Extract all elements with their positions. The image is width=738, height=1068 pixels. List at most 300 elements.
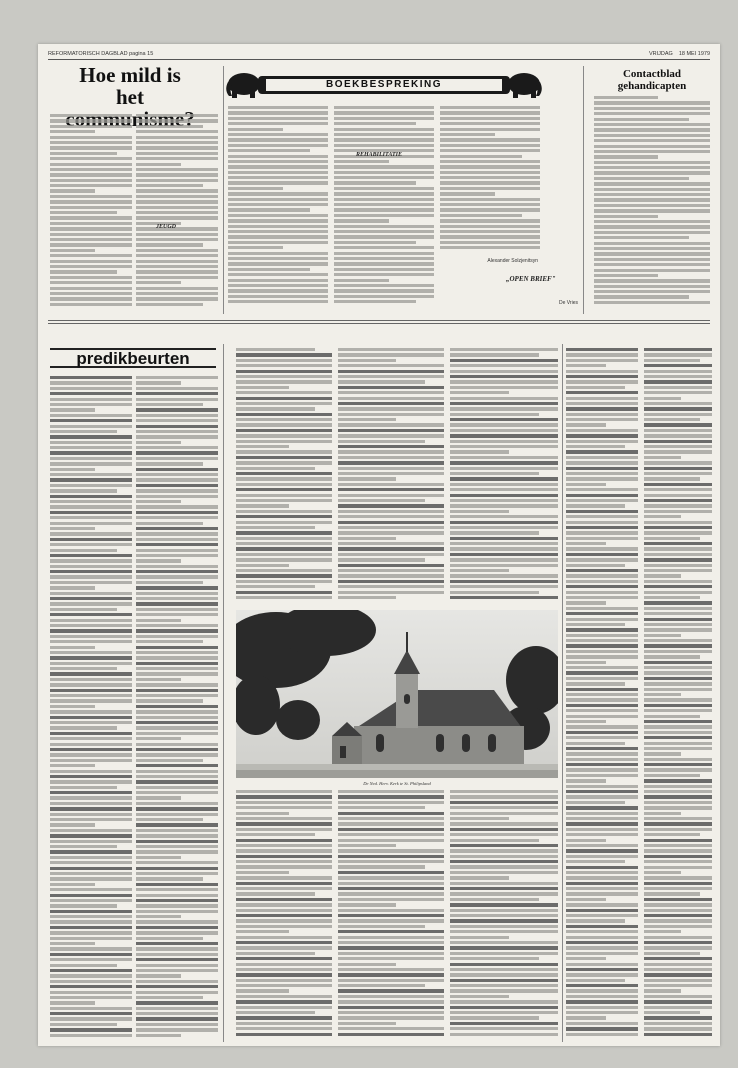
text-line — [228, 241, 328, 244]
text-line — [50, 575, 132, 578]
text-line — [566, 521, 638, 524]
text-line — [236, 860, 332, 863]
text-line — [644, 795, 712, 798]
text-line — [136, 1028, 218, 1031]
text-line — [50, 894, 132, 897]
text-line — [644, 429, 712, 432]
text-line — [136, 726, 218, 729]
text-line — [50, 543, 132, 546]
text-line — [566, 677, 638, 680]
text-line — [236, 521, 332, 524]
text-line — [50, 813, 132, 816]
text-line — [338, 882, 444, 885]
text-line — [338, 849, 444, 852]
text-line — [236, 790, 332, 793]
text-line — [338, 1027, 444, 1030]
review-column-1 — [228, 106, 328, 310]
text-line — [566, 547, 638, 550]
text-line — [594, 166, 710, 169]
text-line — [236, 477, 332, 480]
text-line — [450, 919, 558, 922]
text-line — [136, 403, 203, 406]
text-line — [338, 995, 444, 998]
text-line — [236, 1033, 332, 1036]
text-line — [334, 171, 434, 174]
text-line — [50, 1012, 132, 1015]
text-line — [566, 806, 638, 809]
text-line — [566, 903, 638, 906]
text-line — [566, 758, 638, 761]
text-line — [50, 1001, 95, 1004]
text-line — [50, 527, 95, 530]
text-line — [594, 193, 710, 196]
text-line — [334, 208, 434, 211]
text-line — [136, 287, 218, 290]
text-line — [450, 839, 539, 842]
text-line — [594, 139, 710, 142]
text-line — [136, 425, 218, 428]
text-line — [338, 418, 396, 421]
text-line — [50, 570, 132, 573]
text-line — [644, 488, 712, 491]
text-line — [50, 915, 132, 918]
text-line — [236, 434, 332, 437]
text-line — [50, 376, 132, 379]
text-line — [450, 391, 509, 394]
text-line — [594, 145, 710, 148]
text-line — [338, 564, 444, 567]
text-line — [566, 402, 638, 405]
text-line — [236, 364, 332, 367]
text-line — [136, 451, 218, 454]
text-line — [50, 861, 132, 864]
text-line — [440, 171, 540, 174]
text-line — [644, 423, 712, 426]
review-column-3 — [440, 106, 540, 256]
text-line — [236, 925, 332, 928]
text-line — [338, 521, 444, 524]
text-line — [136, 597, 218, 600]
text-line — [644, 817, 712, 820]
text-line — [594, 263, 710, 266]
church-photo-icon — [236, 610, 558, 778]
text-line — [50, 683, 132, 686]
text-line — [644, 348, 712, 351]
text-line — [566, 828, 638, 831]
text-line — [338, 391, 444, 394]
text-line — [594, 301, 710, 304]
text-line — [644, 731, 712, 734]
text-line — [594, 290, 710, 293]
text-line — [136, 732, 218, 735]
text-line — [50, 926, 132, 929]
text-line — [136, 446, 218, 449]
text-line — [136, 867, 218, 870]
text-line — [338, 359, 396, 362]
text-line — [566, 941, 638, 944]
text-line — [236, 348, 315, 351]
text-line — [644, 952, 700, 955]
predikbeurten-title: predikbeurten — [76, 349, 190, 368]
text-line — [338, 909, 444, 912]
text-line — [644, 930, 681, 933]
text-line — [236, 510, 332, 513]
text-line — [236, 968, 332, 971]
text-line — [338, 574, 444, 577]
text-line — [450, 461, 558, 464]
predikbeurten-column-3 — [236, 348, 332, 604]
text-line — [566, 591, 638, 594]
boekbespreking-banner — [226, 70, 542, 98]
text-line — [566, 391, 638, 394]
text-line — [136, 559, 181, 562]
text-line — [50, 270, 117, 273]
text-line — [334, 122, 416, 125]
text-line — [566, 499, 638, 502]
text-line — [228, 284, 328, 287]
text-line — [136, 942, 218, 945]
text-line — [50, 613, 132, 616]
text-line — [50, 694, 132, 697]
text-line — [236, 795, 332, 798]
text-line — [566, 483, 606, 486]
text-line — [338, 865, 425, 868]
text-line — [566, 715, 638, 718]
text-line — [136, 743, 218, 746]
text-line — [50, 770, 132, 773]
text-line — [338, 558, 425, 561]
text-line — [50, 505, 132, 508]
text-line — [50, 500, 132, 503]
text-line — [50, 211, 117, 214]
text-line — [594, 118, 689, 121]
text-line — [50, 216, 132, 219]
text-line — [228, 268, 310, 271]
text-line — [228, 149, 310, 152]
text-line — [644, 601, 712, 604]
text-line — [334, 252, 434, 255]
column-divider — [562, 344, 563, 1042]
text-line — [644, 1016, 712, 1019]
text-line — [594, 188, 710, 191]
text-line — [334, 176, 434, 179]
text-line — [136, 802, 218, 805]
text-line — [450, 801, 558, 804]
text-line — [338, 542, 444, 545]
text-line — [338, 946, 444, 949]
text-line — [450, 375, 558, 378]
text-line — [594, 134, 710, 137]
text-line — [50, 141, 132, 144]
text-line — [236, 418, 332, 421]
text-line — [50, 920, 132, 923]
text-line — [236, 936, 332, 939]
text-line — [50, 195, 132, 198]
predikbeurten-column-10 — [450, 790, 558, 1042]
text-line — [338, 591, 444, 594]
predikbeurten-column-8 — [236, 790, 332, 1042]
review-signature — [468, 258, 538, 264]
text-line — [136, 130, 218, 133]
text-line — [136, 292, 218, 295]
text-line — [50, 184, 132, 187]
text-line — [50, 888, 132, 891]
text-line — [136, 635, 218, 638]
text-line — [50, 969, 132, 972]
text-line — [338, 499, 425, 502]
text-line — [450, 833, 558, 836]
text-line — [450, 440, 558, 443]
text-line — [236, 801, 332, 804]
text-line — [136, 157, 218, 160]
text-line — [338, 569, 444, 572]
text-line — [566, 698, 638, 701]
text-line — [136, 173, 218, 176]
text-line — [566, 871, 638, 874]
text-line — [136, 575, 218, 578]
text-line — [136, 872, 218, 875]
text-line — [566, 1027, 638, 1030]
text-line — [50, 716, 132, 719]
text-line — [440, 138, 540, 141]
text-line — [50, 786, 117, 789]
text-line — [136, 408, 218, 411]
text-line — [644, 892, 700, 895]
text-line — [566, 833, 638, 836]
text-line — [644, 510, 712, 513]
text-line — [50, 678, 132, 681]
text-line — [566, 477, 638, 480]
text-line — [566, 612, 638, 615]
text-line — [136, 238, 218, 241]
text-line — [50, 222, 132, 225]
text-line — [228, 128, 283, 131]
text-line — [50, 538, 132, 541]
text-line — [338, 806, 425, 809]
text-line — [644, 564, 712, 567]
text-line — [50, 845, 117, 848]
text-line — [644, 677, 712, 680]
text-line — [50, 850, 132, 853]
text-line — [136, 958, 218, 961]
text-line — [644, 359, 700, 362]
text-line — [236, 828, 332, 831]
text-line — [228, 225, 328, 228]
text-line — [338, 456, 444, 459]
text-line — [228, 300, 328, 303]
text-line — [450, 952, 558, 955]
text-line — [136, 662, 218, 665]
text-line — [450, 434, 558, 437]
text-line — [228, 257, 328, 260]
text-line — [228, 192, 328, 195]
text-line — [450, 957, 539, 960]
text-line — [440, 165, 540, 168]
text-line — [136, 500, 181, 503]
text-line — [440, 149, 540, 152]
text-line — [450, 499, 558, 502]
text-line — [644, 812, 681, 815]
text-line — [50, 904, 117, 907]
text-line — [566, 359, 638, 362]
text-line — [450, 903, 558, 906]
text-line — [644, 833, 700, 836]
text-line — [136, 947, 218, 950]
text-line — [136, 303, 203, 306]
text-line — [50, 597, 132, 600]
text-line — [644, 973, 712, 976]
text-line — [338, 1006, 444, 1009]
text-line — [228, 273, 328, 276]
text-line — [50, 451, 132, 454]
header-date: 18 MEI 1979 — [678, 50, 710, 57]
text-line — [338, 941, 444, 944]
text-line — [236, 386, 289, 389]
text-line — [566, 445, 625, 448]
text-line — [136, 200, 218, 203]
text-line — [594, 269, 710, 272]
text-line — [50, 157, 132, 160]
text-line — [450, 402, 558, 405]
text-line — [450, 968, 558, 971]
boekbespreking-label: BOEKBESPREKING — [325, 79, 442, 90]
text-line — [50, 446, 132, 449]
text-line — [566, 882, 638, 885]
text-line — [136, 1023, 218, 1026]
text-line — [566, 801, 625, 804]
text-line — [236, 817, 332, 820]
text-line — [50, 227, 132, 230]
text-line — [644, 736, 712, 739]
text-line — [644, 574, 681, 577]
text-line — [136, 694, 218, 697]
text-line — [228, 133, 328, 136]
text-line — [566, 488, 638, 491]
text-line — [236, 445, 289, 448]
text-line — [334, 235, 434, 238]
text-line — [644, 1000, 712, 1003]
text-line — [50, 958, 132, 961]
text-line — [136, 861, 218, 864]
text-line — [594, 107, 710, 110]
text-line — [338, 510, 444, 513]
text-line — [136, 1012, 218, 1015]
text-line — [450, 445, 558, 448]
text-line — [334, 241, 416, 244]
text-line — [136, 233, 218, 236]
text-line — [440, 241, 540, 244]
text-line — [440, 246, 540, 249]
text-line — [450, 828, 558, 831]
predikbeurten-column-5 — [450, 348, 558, 604]
text-line — [236, 456, 332, 459]
text-line — [228, 208, 310, 211]
text-line — [450, 979, 558, 982]
text-line — [338, 386, 444, 389]
text-line — [136, 254, 218, 257]
text-line — [236, 483, 332, 486]
contactblad-title — [594, 68, 710, 92]
text-line — [338, 822, 444, 825]
text-line — [334, 181, 416, 184]
text-line — [450, 531, 539, 534]
text-line — [136, 775, 218, 778]
text-line — [334, 279, 389, 282]
text-line — [644, 402, 712, 405]
text-line — [644, 418, 700, 421]
text-line — [644, 693, 681, 696]
text-line — [338, 1016, 444, 1019]
text-line — [136, 721, 218, 724]
text-line — [644, 386, 712, 389]
text-line — [236, 526, 315, 529]
text-line — [644, 456, 681, 459]
text-line — [50, 737, 132, 740]
text-line — [228, 155, 328, 158]
text-line — [566, 957, 606, 960]
text-line — [136, 883, 218, 886]
text-line — [450, 477, 558, 480]
text-line — [136, 813, 218, 816]
text-line — [50, 303, 132, 306]
text-line — [450, 882, 558, 885]
text-line — [450, 407, 558, 410]
text-line — [644, 591, 712, 594]
text-line — [236, 1006, 332, 1009]
text-line — [594, 231, 710, 234]
text-line — [136, 608, 218, 611]
text-line — [136, 206, 218, 209]
text-line — [594, 247, 710, 250]
text-line — [228, 279, 328, 282]
text-line — [450, 564, 558, 567]
text-line — [338, 585, 444, 588]
text-line — [136, 689, 218, 692]
text-line — [334, 203, 434, 206]
text-line — [338, 434, 444, 437]
text-line — [338, 844, 396, 847]
text-line — [440, 235, 540, 238]
text-line — [136, 818, 203, 821]
text-line — [228, 219, 328, 222]
text-line — [566, 779, 606, 782]
text-line — [450, 806, 558, 809]
text-line — [450, 596, 558, 599]
text-line — [594, 128, 710, 131]
text-line — [594, 258, 710, 261]
text-line — [566, 973, 638, 976]
text-line — [228, 252, 328, 255]
text-line — [338, 925, 425, 928]
text-line — [566, 601, 606, 604]
text-line — [236, 564, 289, 567]
text-line — [338, 855, 444, 858]
text-line — [338, 1000, 444, 1003]
text-line — [136, 435, 218, 438]
text-line — [594, 171, 710, 174]
text-line — [50, 489, 117, 492]
text-line — [50, 937, 132, 940]
text-line — [236, 1016, 332, 1019]
text-line — [50, 780, 132, 783]
newspaper-name: REFORMATORISCH DAGBLAD pagina 15 — [48, 50, 154, 57]
text-line — [136, 249, 218, 252]
text-line — [566, 925, 638, 928]
text-line — [50, 1017, 132, 1020]
text-line — [136, 904, 218, 907]
text-line — [236, 423, 332, 426]
text-line — [136, 419, 218, 422]
